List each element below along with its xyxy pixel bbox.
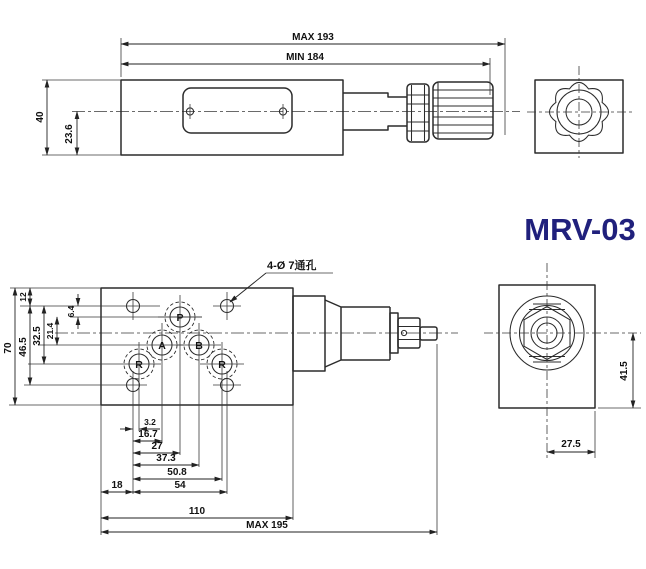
hole-note-label: 4-Ø 7通孔 — [267, 260, 317, 272]
cartridge-profile — [293, 296, 437, 371]
dim-37-3-label: 37.3 — [156, 453, 176, 464]
port-r-right — [200, 342, 244, 386]
right-end-view — [484, 263, 641, 460]
dim-max-195-label: MAX 195 — [246, 520, 288, 531]
dim-27-5-label: 27.5 — [561, 439, 581, 450]
dim-body-height — [35, 80, 121, 155]
port-b-label: B — [195, 340, 203, 352]
dim-16-7-label: 16.7 — [138, 429, 158, 440]
dim-3-2-label: 3.2 — [144, 417, 156, 427]
screw-tip — [420, 327, 437, 340]
dim-left-stack — [3, 288, 78, 405]
hand-knob-knurling — [433, 83, 493, 138]
dim-41-5 — [598, 333, 641, 408]
dim-6-4-label: 6.4 — [66, 305, 76, 318]
nameplate-outline — [183, 88, 292, 133]
dim-32-5-label: 32.5 — [32, 326, 43, 346]
dim-bottom-stack — [101, 417, 437, 532]
lock-nut-knurling — [407, 85, 429, 141]
dim-max-length — [121, 32, 505, 135]
dim-21-4-label: 21.4 — [45, 322, 55, 340]
dim-12-label: 12 — [18, 292, 28, 302]
top-side-view — [35, 32, 520, 155]
port-r-left-label: R — [135, 359, 143, 371]
port-r-right-label: R — [218, 359, 226, 371]
lock-nut — [407, 84, 429, 142]
dim-54-label: 54 — [174, 480, 186, 491]
hand-knob — [433, 82, 493, 139]
dim-41-5-label: 41.5 — [619, 361, 630, 381]
dim-27-label: 27 — [151, 441, 163, 452]
dim-center-height — [64, 112, 77, 156]
dim-50-8-label: 50.8 — [167, 467, 187, 478]
model-title: MRV-03 — [524, 212, 636, 247]
port-a-label: A — [158, 340, 166, 352]
plan-view — [3, 258, 458, 535]
dim-18-label: 18 — [111, 480, 123, 491]
top-end-view — [527, 66, 632, 158]
dim-46-5-label: 46.5 — [18, 337, 29, 357]
dim-body-height-label: 40 — [35, 111, 46, 123]
dim-max-length-label: MAX 193 — [292, 32, 334, 43]
dim-110-label: 110 — [188, 506, 206, 517]
dim-27-5 — [547, 411, 595, 458]
dim-min-length — [121, 52, 490, 95]
valve-body-side — [121, 80, 343, 155]
dim-center-height-label: 23.6 — [64, 124, 75, 144]
port-p-label: P — [176, 312, 184, 324]
dim-min-length-label: MIN 184 — [286, 52, 324, 63]
dim-70-label: 70 — [3, 342, 14, 354]
